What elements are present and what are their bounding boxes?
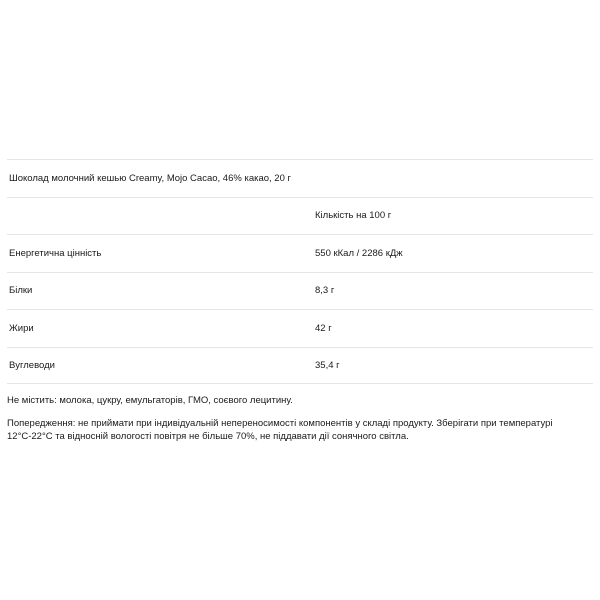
product-title-row — [7, 159, 593, 197]
table-row-carbs — [7, 347, 593, 385]
header-quantity-label: Кількість на 100 г — [315, 210, 392, 222]
product-title: Шоколад молочний кешью Creamy, Mojo Cacao, 46% какао, 20 г — [9, 172, 291, 184]
row-label: Вуглеводи — [9, 359, 55, 371]
row-value: 42 г — [315, 322, 332, 334]
row-value: 550 кКал / 2286 кДж — [315, 247, 403, 259]
table-row-energy — [7, 234, 593, 272]
not-contains-text: Не містить: молока, цукру, емульгаторів, ГМО, соєвого лецитину. — [7, 395, 293, 406]
row-label: Жири — [9, 322, 34, 334]
nutrition-table — [7, 159, 593, 384]
product-notes — [7, 394, 593, 443]
row-value: 35,4 г — [315, 359, 340, 371]
warning-text: Попередження: не приймати при індивідуальній непереносимості компонентів у складі продукту. Зберігати при температурі 12°С-22°С та відносній вологості повітря не більше 70%, не піддавати дії сонячного світла. — [7, 418, 553, 442]
row-label: Білки — [9, 285, 33, 297]
row-label: Енергетична цінність — [9, 247, 102, 259]
table-header-row — [7, 197, 593, 235]
table-row-protein — [7, 272, 593, 310]
row-value: 8,3 г — [315, 285, 335, 297]
table-row-fat — [7, 309, 593, 347]
